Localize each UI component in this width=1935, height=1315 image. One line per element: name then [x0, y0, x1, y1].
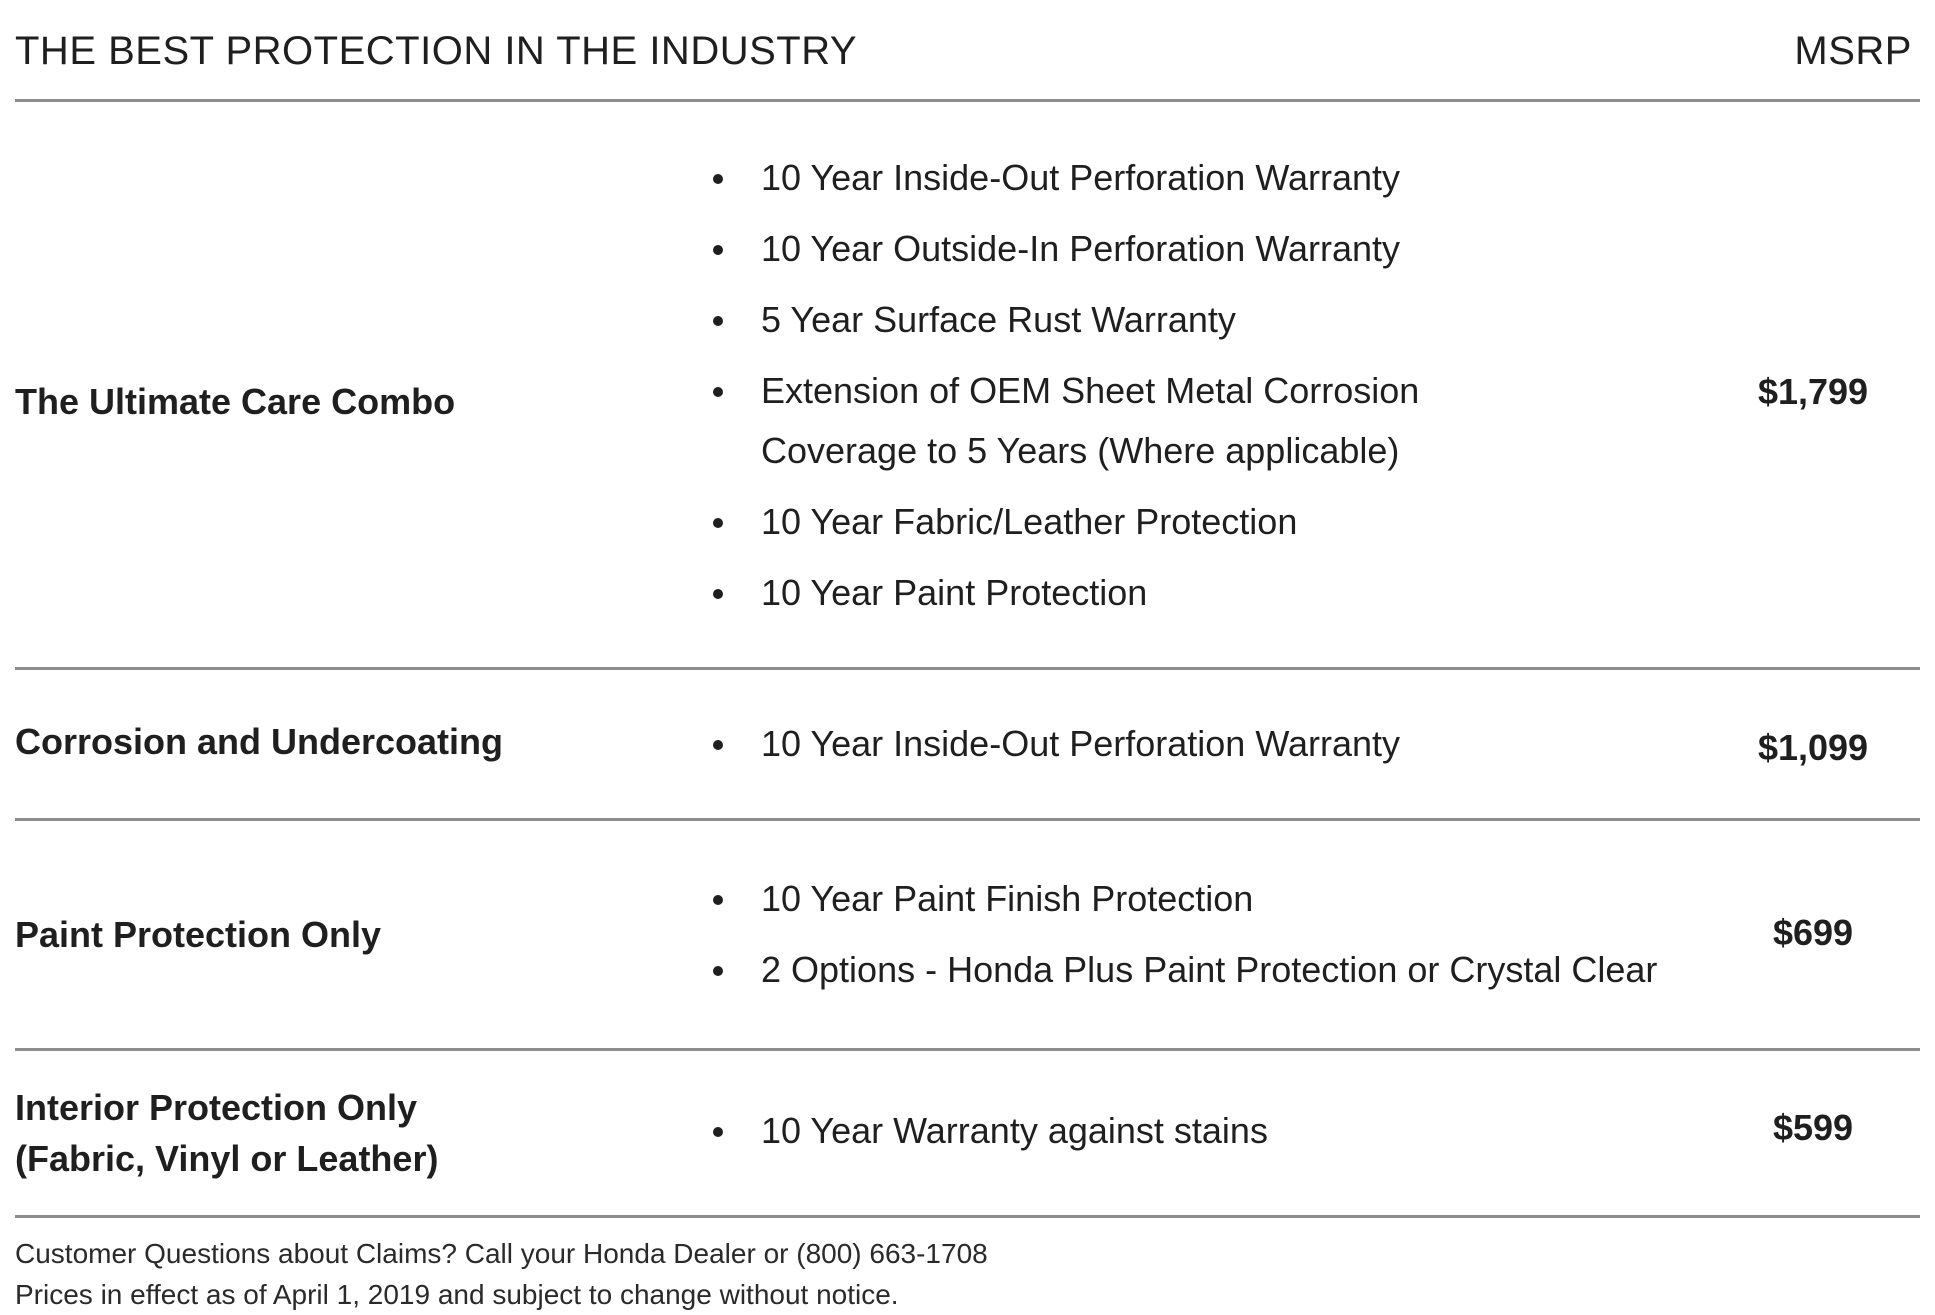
feature-text: 10 Year Paint Finish Protection: [761, 878, 1254, 919]
feature-text: 10 Year Inside-Out Perforation Warranty: [761, 723, 1400, 764]
package-row-paint-protection: [15, 821, 1920, 1048]
table-bottom-divider: [15, 1215, 1920, 1218]
bullet-icon: [713, 387, 723, 397]
package-row-corrosion-undercoating: [15, 670, 1920, 818]
header-title: THE BEST PROTECTION IN THE INDUSTRY: [15, 28, 858, 73]
package-row-interior-protection: [15, 1051, 1920, 1215]
feature-item: [705, 563, 1721, 623]
feature-text: 2 Options - Honda Plus Paint Protection or Crystal Clear: [761, 949, 1658, 990]
feature-text: 10 Year Fabric/Leather Protection: [761, 501, 1298, 542]
bullet-icon: [713, 518, 723, 528]
bullet-icon: [713, 895, 723, 905]
package-name: [15, 1082, 438, 1184]
package-name-line: Paint Protection Only: [15, 914, 382, 955]
footnote: [15, 1233, 988, 1315]
package-name: [15, 909, 381, 960]
bullet-icon: [713, 589, 723, 599]
package-name-line: (Fabric, Vinyl or Leather): [15, 1138, 439, 1179]
feature-text: 10 Year Outside-In Perforation Warranty: [761, 228, 1400, 269]
feature-item: [705, 940, 1721, 1000]
package-price: $1,099: [1757, 727, 1869, 768]
msrp-column-label: MSRP: [1794, 28, 1912, 73]
feature-list: [705, 1101, 1721, 1161]
feature-item: [705, 290, 1721, 350]
bullet-icon: [713, 174, 723, 184]
feature-item: [705, 1101, 1721, 1161]
package-name-line: Corrosion and Undercoating: [15, 721, 504, 762]
feature-text: 10 Year Inside-Out Perforation Warranty: [761, 157, 1400, 198]
package-price: $1,799: [1757, 371, 1869, 412]
package-name-line: The Ultimate Care Combo: [15, 381, 456, 422]
package-name-line: Interior Protection Only: [15, 1087, 418, 1128]
feature-text: 5 Year Surface Rust Warranty: [761, 299, 1236, 340]
bullet-icon: [713, 1127, 723, 1137]
package-price: $699: [1772, 912, 1854, 953]
feature-item: [705, 492, 1721, 552]
package-price: $599: [1772, 1107, 1854, 1148]
bullet-icon: [713, 245, 723, 255]
bullet-icon: [713, 966, 723, 976]
feature-text: 10 Year Paint Protection: [761, 572, 1148, 613]
bullet-icon: [713, 316, 723, 326]
package-row-ultimate-care-combo: [15, 102, 1920, 667]
claims-contact-note: Customer Questions about Claims? Call your Honda Dealer or (800) 663-1708: [15, 1238, 988, 1269]
feature-item: [705, 361, 1451, 481]
bullet-icon: [713, 740, 723, 750]
feature-list: [705, 869, 1721, 1000]
feature-list: [705, 148, 1721, 623]
feature-item: [705, 148, 1721, 208]
feature-item: [705, 869, 1721, 929]
feature-list: [705, 714, 1721, 774]
package-name: [15, 716, 503, 767]
feature-text: Extension of OEM Sheet Metal Corrosion Coverage to 5 Years (Where applicable): [761, 370, 1420, 471]
feature-item: [705, 219, 1721, 279]
package-name: [15, 376, 455, 427]
feature-item: [705, 714, 1721, 774]
pricing-disclaimer: Prices in effect as of April 1, 2019 and subject to change without notice.: [15, 1279, 899, 1310]
table-header: [15, 14, 1920, 88]
feature-text: 10 Year Warranty against stains: [761, 1110, 1268, 1151]
